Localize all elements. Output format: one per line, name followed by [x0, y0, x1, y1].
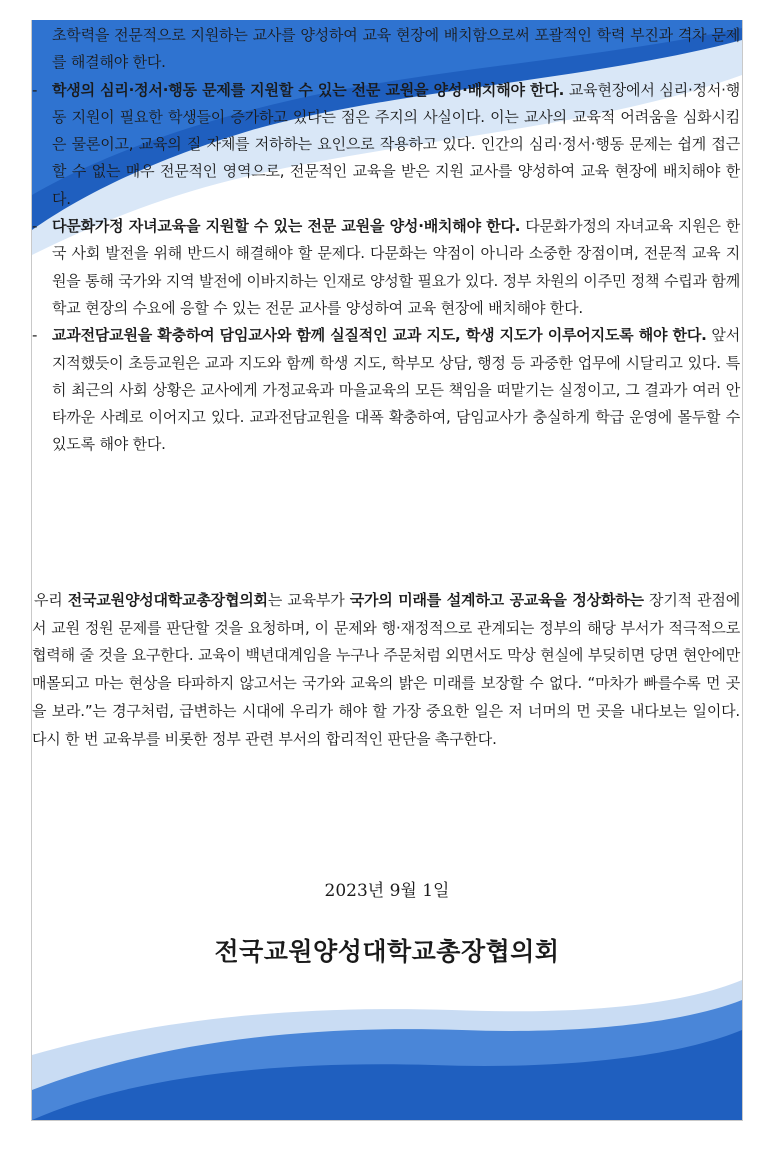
bullet-heading: 학생의 심리·정서·행동 문제를 지원할 수 있는 전문 교원을 양성·배치해야 한다. [52, 80, 565, 99]
closing-text-2: 는 교육부가 [267, 591, 350, 609]
bullet-item-subject-teachers [32, 322, 742, 458]
bullet-heading: 교과전담교원을 확충하여 담임교사와 함께 실질적인 교과 지도, 학생 지도가 이루어지도록 해야 한다. [52, 326, 707, 345]
closing-text-3: 장기적 관점에서 교원 정원 문제를 판단할 것을 요청하며, 이 문제와 행·재정적으로 관계되는 정부의 해당 부서가 적극적으로 협력해 줄 것을 요구한다. 교육이 백년대계임을 누구나 주문처럼 외면서도 막상 현실에 부딪히면 당면 현안에만 매몰되고 마는 현상을 타파하지 않고서는 국가와 교육의 밝은 미래를 보장할 수 없다. “마차가 빠를수록 먼 곳을 보라.”는 경구처럼, 급변하는 시대에 우리가 해야 할 가장 중요한 일은 저 너머의 먼 곳을 내다보는 일이다. 다시 한 번 교육부를 비롯한 정부 관련 부서의 합리적인 판단을 촉구한다. [32, 591, 740, 748]
bullet-item-multicultural [32, 213, 742, 322]
bullet-body: 교육현장에서 심리·정서·행동 지원이 필요한 학생들이 증가하고 있다는 점은 주지의 사실이다. 이는 교사의 교육적 어려움을 심화시킴은 물론이고, 교육의 질 자체를 저하하는 요인으로 작용하고 있다. 인간의 심리·정서·행동 문제는 쉽게 접근할 수 없는 매우 전문적인 영역으로, 전문적인 교육을 받은 지원 교사를 양성하여 교육 현장에 배치해야 한다. [52, 80, 740, 208]
closing-org-name: 전국교원양성대학교총장협의회 [67, 591, 268, 609]
bullet-list [32, 22, 742, 459]
bullet-dash: - [32, 217, 38, 236]
bullet-body: 초학력을 전문적으로 지원하는 교사를 양성하여 교육 현장에 배치함으로써 포괄적인 학력 부진과 격차 문제를 해결해야 한다. [52, 26, 740, 72]
bullet-dash: - [32, 80, 38, 99]
closing-emphasis: 국가의 미래를 설계하고 공교육을 정상화하는 [349, 591, 644, 609]
closing-text-1: 우리 [34, 591, 68, 609]
organization-signature: 전국교원양성대학교총장협의회 [214, 937, 560, 966]
bullet-heading: 다문화가정 자녀교육을 지원할 수 있는 전문 교원을 양성·배치해야 한다. [52, 217, 521, 236]
bullet-dash: - [32, 326, 38, 345]
closing-paragraph [32, 587, 740, 753]
bullet-body: 앞서 지적했듯이 초등교원은 교과 지도와 함께 학생 지도, 학부모 상담, 행정 등 과중한 업무에 시달리고 있다. 특히 최근의 사회 상황은 교사에게 가정교육과 마을교육의 모든 책임을 떠맡기는 실정이고, 그 결과가 여러 안타까운 사례로 이어지고 있다. 교과전담교원을 대폭 확충하여, 담임교사가 충실하게 학급 운영에 몰두할 수 있도록 해야 한다. [52, 326, 740, 454]
bullet-item-psych-support [32, 77, 742, 213]
bullet-item-continuation [32, 22, 742, 77]
document-page [31, 20, 743, 1121]
bullet-body: 다문화가정의 자녀교육 지원은 한국 사회 발전을 위해 반드시 해결해야 할 문제다. 다문화는 약점이 아니라 소중한 장점이며, 전문적 교육 지원을 통해 국가와 지역 발전에 이바지하는 인재로 양성할 필요가 있다. 정부 차원의 이주민 정책 수립과 함께 학교 현장의 수요에 응할 수 있는 전문 교사를 양성하여 교육 현장에 배치해야 한다. [52, 217, 740, 317]
document-date: 2023년 9월 1일 [324, 881, 450, 901]
